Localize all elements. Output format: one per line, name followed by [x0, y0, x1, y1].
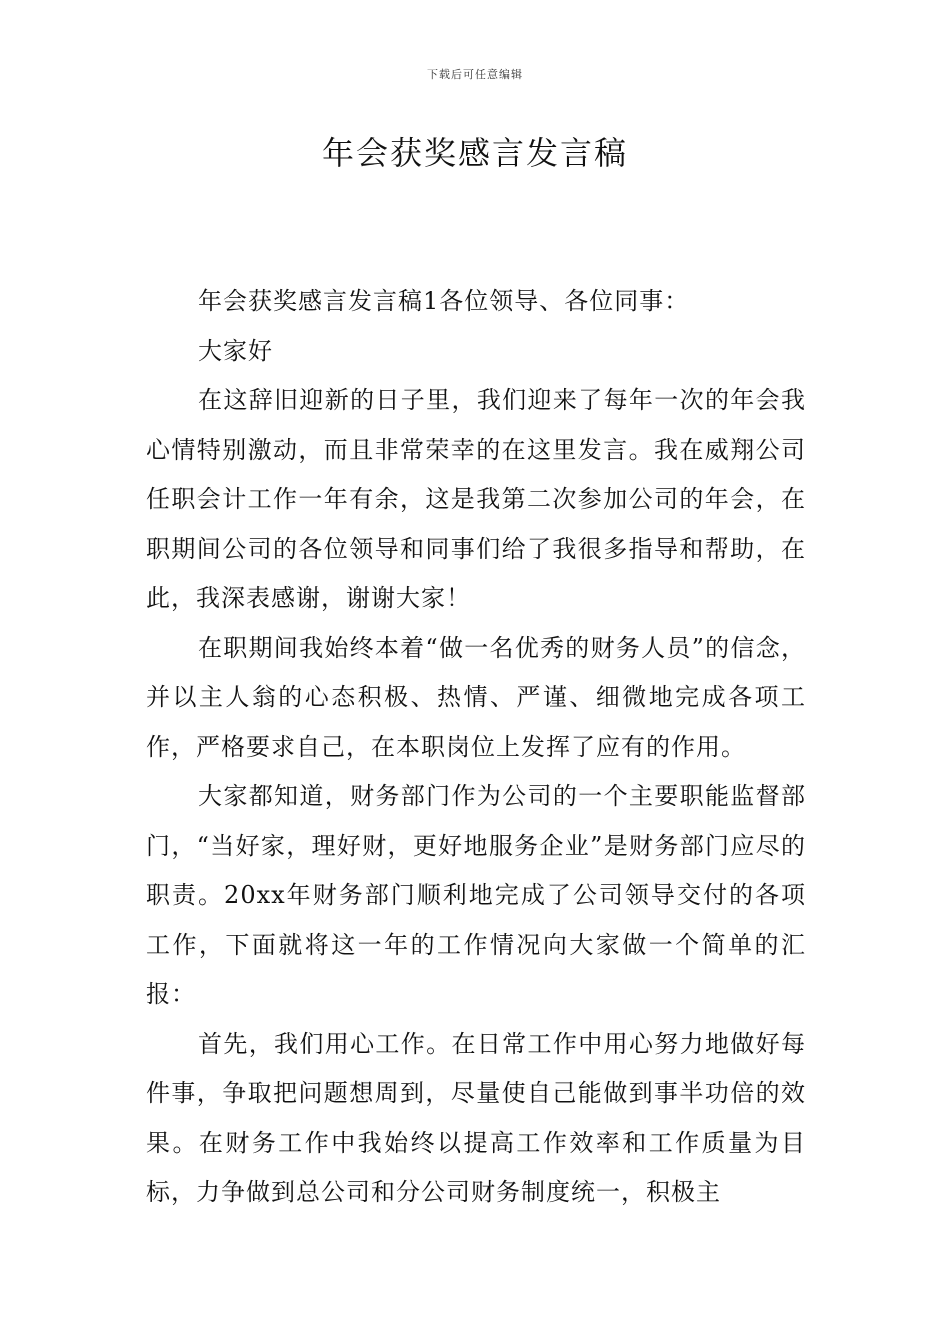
paragraph: 首先，我们用心工作。在日常工作中用心努力地做好每件事，争取把问题想周到，尽量使自己能做到事半功倍的效果。在财务工作中我始终以提高工作效率和工作质量为目标，力争做到总公司和分公司财务制度统一，积极主 — [146, 1029, 806, 1206]
paragraph: 在职期间我始终本着“做一名优秀的财务人员”的信念，并以主人翁的心态积极、热情、严谨、细微地完成各项工作，严格要求自己，在本职岗位上发挥了应有的作用。 — [146, 633, 806, 761]
header-note: 下载后可任意编辑 — [427, 68, 523, 81]
document-title: 年会获奖感言发言稿 — [321, 134, 628, 172]
document-body — [146, 277, 806, 1218]
paragraph: 大家好 — [198, 336, 273, 365]
paragraph: 年会获奖感言发言稿1各位领导、各位同事： — [198, 287, 690, 315]
paragraph: 在这辞旧迎新的日子里，我们迎来了每年一次的年会我心情特别激动，而且非常荣幸的在这里发言。我在威翔公司任职会计工作一年有余，这是我第二次参加公司的年会，在职期间公司的各位领导和同事们给了我很多指导和帮助，在此，我深表感谢，谢谢大家！ — [146, 386, 806, 612]
paragraph: 大家都知道，财务部门作为公司的一个主要职能监督部门，“当好家，理好财，更好地服务企业”是财务部门应尽的职责。20xx年财务部门顺利地完成了公司领导交付的各项工作，下面就将这一年的工作情况向大家做一个简单的汇报： — [146, 782, 806, 1008]
